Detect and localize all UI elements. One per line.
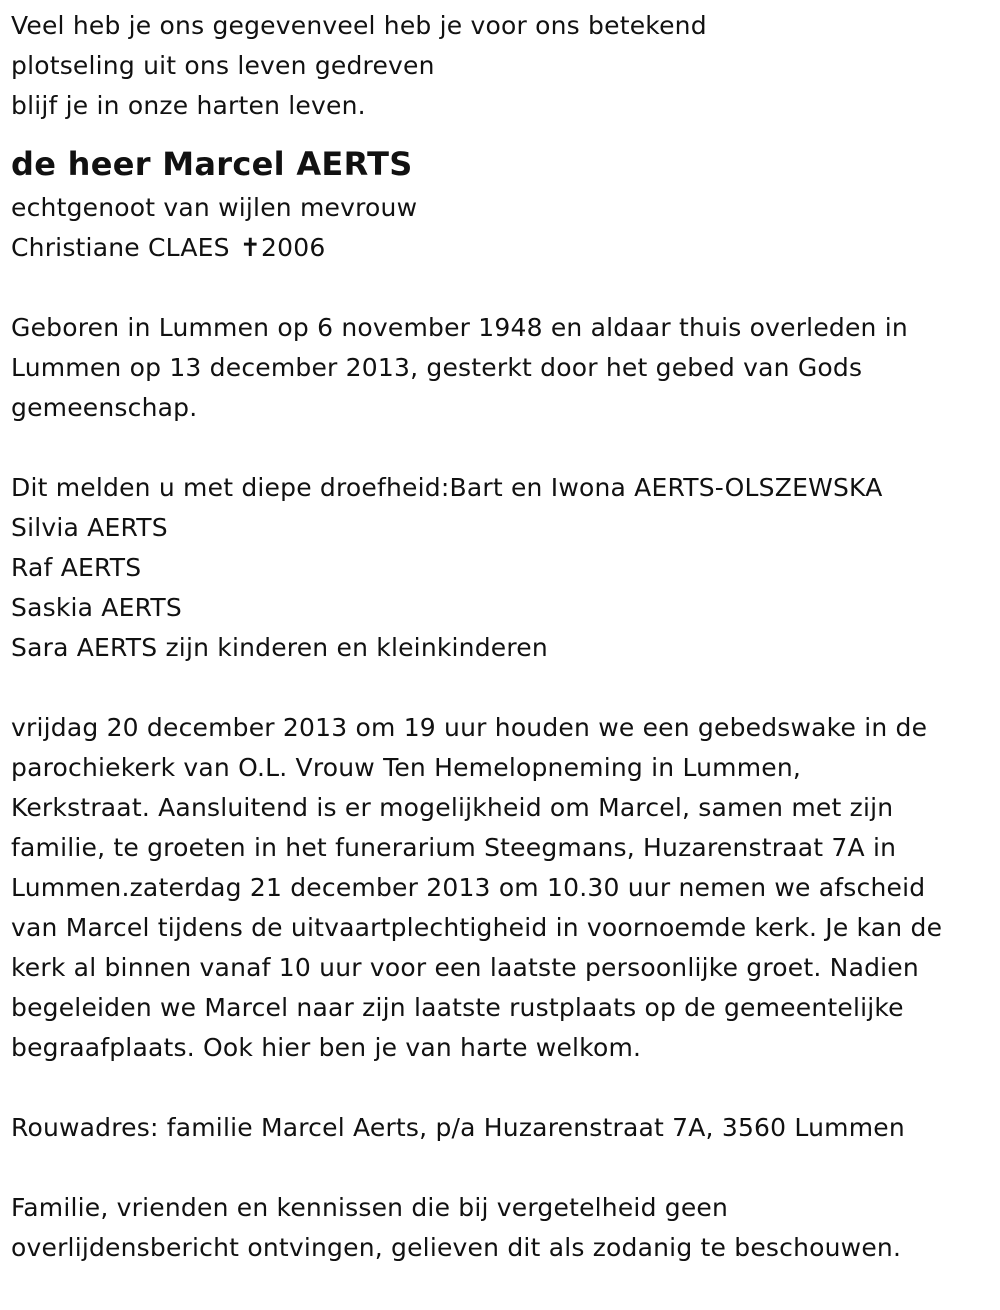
paragraph-line: parochiekerk van O.L. Vrouw Ten Hemelopneming in Lummen, [11, 753, 802, 782]
spacer [11, 1148, 996, 1188]
paragraph-line: gemeenschap. [11, 393, 198, 422]
closing-paragraph [11, 1188, 996, 1268]
spouse-name: Christiane CLAES [11, 233, 230, 262]
paragraph-line: begeleiden we Marcel naar zijn laatste rustplaats op de gemeentelijke [11, 993, 904, 1022]
announcer-line: Raf AERTS [11, 553, 142, 582]
announcer-line: Saskia AERTS [11, 593, 182, 622]
spouse-line [11, 228, 996, 268]
poem-line: Veel heb je ons gegevenveel heb je voor ons betekend [11, 11, 707, 40]
cross-icon: ✝ [239, 233, 262, 262]
spouse-info [11, 188, 996, 268]
announcer-line: Silvia AERTS [11, 513, 168, 542]
birth-death-paragraph [11, 308, 996, 428]
spacer [11, 1068, 996, 1108]
paragraph-line: kerk al binnen vanaf 10 uur voor een laatste persoonlijke groet. Nadien [11, 953, 919, 982]
announcer-line: Sara AERTS zijn kinderen en kleinkinderen [11, 633, 548, 662]
paragraph-line: overlijdensbericht ontvingen, gelieven dit als zodanig te beschouwen. [11, 1233, 902, 1262]
poem-line: plotseling uit ons leven gedreven [11, 51, 435, 80]
deceased-name: de heer Marcel AERTS [11, 145, 413, 183]
paragraph-line: Geboren in Lummen op 6 november 1948 en aldaar thuis overleden in [11, 313, 908, 342]
poem [11, 6, 996, 126]
paragraph-line: Lummen op 13 december 2013, gesterkt door het gebed van Gods [11, 353, 863, 382]
paragraph-line: vrijdag 20 december 2013 om 19 uur houden we een gebedswake in de [11, 713, 928, 742]
paragraph-line: familie, te groeten in het funerarium Steegmans, Huzarenstraat 7A in [11, 833, 897, 862]
relation-text: echtgenoot van wijlen mevrouw [11, 193, 418, 222]
poem-line: blijf je in onze harten leven. [11, 91, 366, 120]
spacer [11, 428, 996, 468]
paragraph-line: begraafplaats. Ook hier ben je van harte welkom. [11, 1033, 642, 1062]
announcers-list [11, 468, 996, 668]
paragraph-line: Familie, vrienden en kennissen die bij vergetelheid geen [11, 1193, 729, 1222]
mourning-address: Rouwadres: familie Marcel Aerts, p/a Huzarenstraat 7A, 3560 Lummen [11, 1113, 905, 1142]
paragraph-line: Lummen.zaterdag 21 december 2013 om 10.30 uur nemen we afscheid [11, 873, 926, 902]
paragraph-line: Kerkstraat. Aansluitend is er mogelijkheid om Marcel, samen met zijn [11, 793, 894, 822]
paragraph-line: van Marcel tijdens de uitvaartplechtigheid in voornoemde kerk. Je kan de [11, 913, 943, 942]
spacer [11, 268, 996, 308]
ceremony-paragraph [11, 708, 996, 1068]
spacer [11, 668, 996, 708]
spouse-death-year: 2006 [261, 233, 326, 262]
announcer-line: Dit melden u met diepe droefheid:Bart en Iwona AERTS-OLSZEWSKA [11, 473, 883, 502]
obituary-notice [11, 6, 996, 1268]
